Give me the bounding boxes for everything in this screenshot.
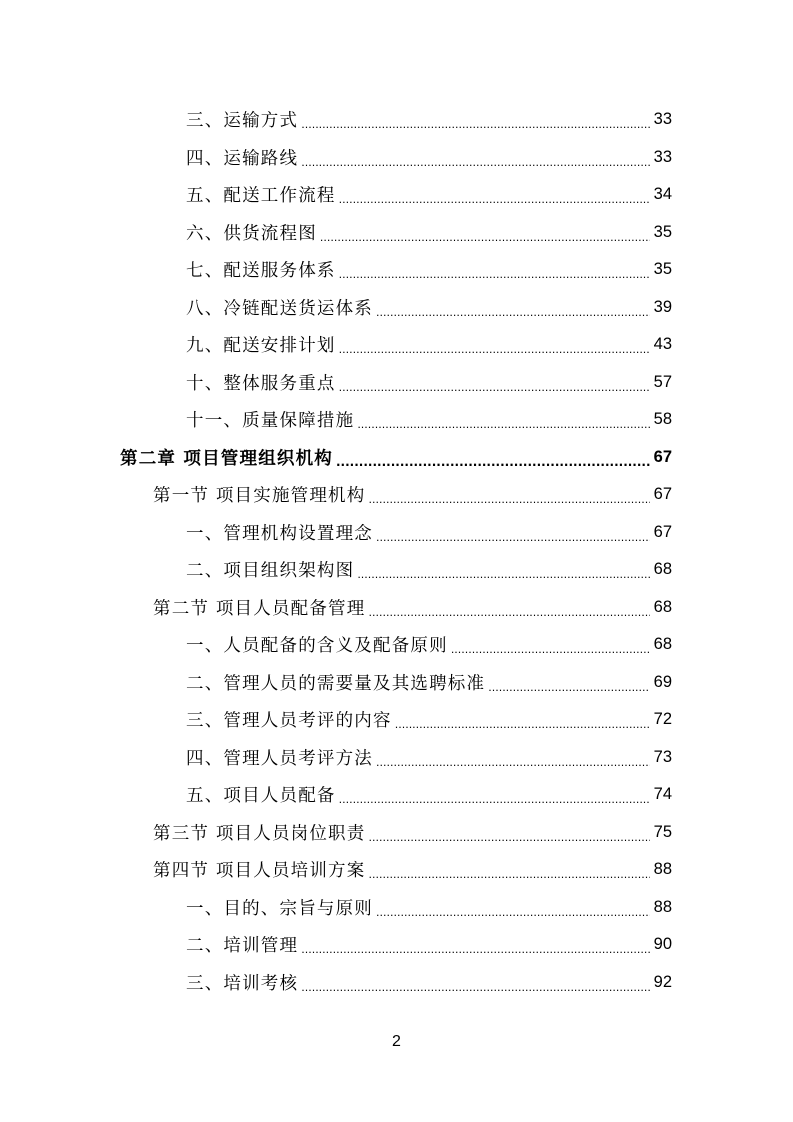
toc-section-entry[interactable] [153, 476, 672, 513]
toc-entry-page: 35 [653, 222, 672, 241]
toc-entry-label: 三、管理人员考评的内容 [186, 711, 392, 731]
dot-leader [301, 981, 649, 994]
toc-entry-label: 九、配送安排计划 [186, 336, 336, 356]
toc-entry-label: 十一、质量保障措施 [186, 411, 355, 431]
dot-leader [339, 793, 650, 806]
toc-entry-label: 五、配送工作流程 [186, 186, 336, 206]
toc-entry-page: 88 [653, 860, 672, 878]
toc-entry-label: 第三节 项目人员岗位职责 [153, 823, 366, 844]
toc-entry-page: 88 [653, 897, 672, 916]
toc-entry[interactable] [186, 776, 672, 813]
toc-entry-label: 四、运输路线 [186, 148, 299, 169]
toc-entry-label: 第二章 项目管理组织机构 [120, 448, 333, 469]
toc-entry[interactable] [186, 101, 672, 138]
toc-entry-label: 第一节 项目实施管理机构 [153, 486, 366, 506]
toc-entry-page: 58 [653, 410, 672, 428]
dot-leader [376, 906, 650, 919]
toc-entry[interactable] [186, 701, 672, 738]
dot-leader [339, 381, 650, 394]
toc-entry[interactable] [186, 289, 672, 326]
toc-entry-label: 一、管理机构设置理念 [186, 523, 373, 544]
dot-leader [376, 531, 650, 544]
dot-leader [339, 343, 650, 356]
dot-leader [339, 193, 650, 206]
dot-leader [368, 493, 649, 506]
toc-entry-page: 92 [653, 972, 672, 991]
dot-leader [301, 156, 649, 169]
toc-section-entry[interactable] [153, 814, 672, 851]
toc-entry-page: 68 [653, 560, 672, 578]
toc-entry-label: 五、项目人员配备 [186, 786, 336, 806]
toc-entry[interactable] [186, 514, 672, 551]
toc-entry[interactable] [186, 926, 672, 963]
dot-leader [336, 455, 650, 469]
toc-entry[interactable] [186, 626, 672, 663]
toc-entry-page: 39 [653, 297, 672, 316]
toc-entry-page: 75 [653, 822, 672, 841]
toc-entry-label: 三、培训考核 [186, 973, 299, 994]
toc-entry-label: 二、项目组织架构图 [186, 561, 355, 581]
toc-entry-page: 67 [653, 485, 672, 503]
dot-leader [301, 943, 649, 956]
toc-section-entry[interactable] [153, 589, 672, 626]
dot-leader [451, 643, 650, 656]
toc-chapter-entry[interactable] [120, 439, 672, 476]
toc-entry[interactable] [186, 214, 672, 251]
toc-entry[interactable] [186, 364, 672, 401]
toc-entry-page: 34 [653, 185, 672, 203]
dot-leader [320, 231, 650, 244]
toc-entry[interactable] [186, 739, 672, 776]
page-number: 2 [392, 1033, 401, 1050]
toc-entry-page: 35 [653, 260, 672, 278]
toc-entry-label: 六、供货流程图 [186, 223, 317, 244]
toc-entry[interactable] [186, 401, 672, 438]
dot-leader [368, 606, 649, 619]
toc-entry-page: 72 [653, 710, 672, 728]
dot-leader [395, 718, 650, 731]
toc-entry-page: 68 [653, 635, 672, 653]
toc-entry-label: 二、培训管理 [186, 936, 299, 956]
toc-entry-label: 二、管理人员的需要量及其选聘标准 [186, 673, 486, 694]
toc-section-entry[interactable] [153, 851, 672, 888]
toc-entry-label: 十、整体服务重点 [186, 373, 336, 394]
toc-entry-label: 一、人员配备的含义及配备原则 [186, 636, 448, 656]
dot-leader [357, 418, 649, 431]
toc-entry[interactable] [186, 889, 672, 926]
toc-entry-page: 67 [653, 522, 672, 541]
toc-entry-label: 七、配送服务体系 [186, 261, 336, 281]
toc-entry-page: 90 [653, 935, 672, 953]
toc-entry[interactable] [186, 964, 672, 1001]
dot-leader [376, 756, 650, 769]
toc-entry-page: 68 [653, 597, 672, 616]
dot-leader [376, 306, 650, 319]
dot-leader [368, 831, 649, 844]
toc-entry-page: 33 [653, 147, 672, 166]
toc-entry-label: 第二节 项目人员配备管理 [153, 598, 366, 619]
toc-entry[interactable] [186, 251, 672, 288]
toc-entry[interactable] [186, 664, 672, 701]
toc-entry-label: 一、目的、宗旨与原则 [186, 898, 373, 919]
dot-leader [339, 268, 650, 281]
toc-entry-page: 43 [653, 335, 672, 353]
dot-leader [357, 568, 649, 581]
toc-entry-page: 69 [653, 672, 672, 691]
toc-entry-label: 三、运输方式 [186, 111, 299, 131]
toc-entry-page: 74 [653, 785, 672, 803]
toc-entry-label: 八、冷链配送货运体系 [186, 298, 373, 319]
toc-entry[interactable] [186, 326, 672, 363]
dot-leader [368, 868, 649, 881]
toc-entry-page: 67 [653, 447, 672, 466]
toc-entry-label: 第四节 项目人员培训方案 [153, 861, 366, 881]
toc-entry[interactable] [186, 176, 672, 213]
toc-entry[interactable] [186, 551, 672, 588]
toc-entry-page: 73 [653, 747, 672, 766]
toc-entry-label: 四、管理人员考评方法 [186, 748, 373, 769]
dot-leader [301, 118, 649, 131]
toc-entry-page: 57 [653, 372, 672, 391]
dot-leader [488, 681, 649, 694]
toc-entry[interactable] [186, 139, 672, 176]
toc-entry-page: 33 [653, 110, 672, 128]
